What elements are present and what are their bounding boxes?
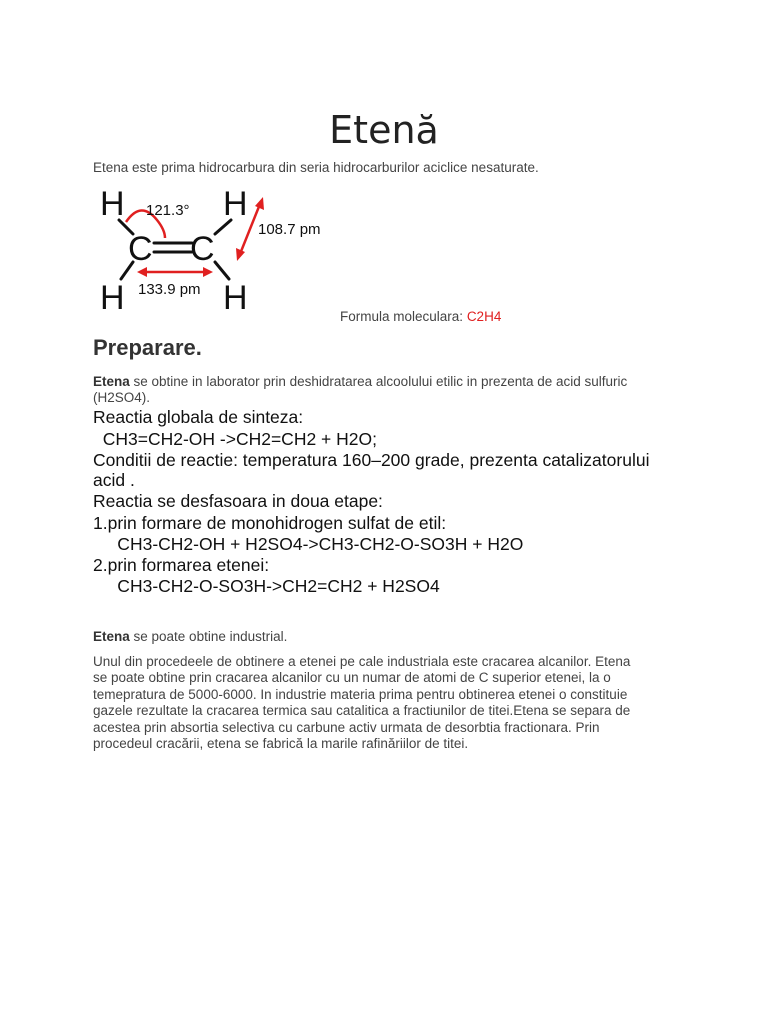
cc-arrowhead-left bbox=[137, 267, 147, 277]
reaction-line: Reactia globala de sinteza: bbox=[93, 407, 304, 427]
paragraph-line: Unul din procedeele de obtinere a etenei pe cale industriala este cracarea alcanilor. Etena bbox=[93, 654, 631, 669]
reaction-line: 2.prin formarea etenei: bbox=[93, 555, 270, 575]
reaction-line: Conditii de reactie: temperatura 160–200 grade, prezenta catalizatorului bbox=[93, 450, 650, 470]
atom-c-left: C bbox=[128, 230, 153, 268]
industrial-lead bbox=[93, 629, 287, 645]
paragraph-line: procedeul cracării, etena se fabrică la marile rafinăriilor de titei. bbox=[93, 736, 469, 752]
formula-label: Formula moleculara: bbox=[340, 309, 464, 324]
paragraph-line: temepratura de 5000-6000. In industrie materia prima pentru obtinerea etenei o constituie bbox=[93, 686, 628, 702]
atom-h-top-right: H bbox=[223, 185, 248, 223]
intro-text: Etena este prima hidrocarbura din seria hidrocarburilor aciclice nesaturate. bbox=[93, 160, 539, 175]
paragraph-line: acestea prin absortia selectiva cu carbune activ urmata de desorbtia fractionara. Prin bbox=[93, 719, 600, 735]
reaction-line: CH3-CH2-OH + H2SO4->CH3-CH2-O-SO3H + H2O bbox=[93, 534, 524, 554]
reaction-line: CH3-CH2-O-SO3H->CH2=CH2 + H2SO4 bbox=[93, 576, 440, 596]
reaction-line: Reactia se desfasoara in doua etape: bbox=[93, 491, 383, 511]
reaction-line: CH3=CH2-OH ->CH2=CH2 + H2O; bbox=[93, 429, 377, 449]
ethene-structure-diagram bbox=[93, 182, 353, 317]
formula-value: C2H4 bbox=[466, 309, 502, 324]
section-heading-preparare: Preparare. bbox=[93, 335, 202, 360]
page-title: Etenă bbox=[329, 108, 439, 152]
angle-label: 121.3° bbox=[146, 202, 190, 219]
paragraph-line: se poate obtine prin cracarea alcanilor cu un numar de atomi de C superior etenei, la o bbox=[93, 670, 611, 686]
atom-h-bottom-right: H bbox=[223, 279, 248, 317]
ch-bond-lower-right bbox=[215, 262, 229, 279]
paragraph-line: gazele rezultate la cracarea termica sau catalitica a fractiunilor de titei.Etena se separa de bbox=[93, 703, 631, 719]
preparation-lead-line2: (H2SO4). bbox=[93, 390, 151, 405]
cc-arrowhead-right bbox=[203, 267, 213, 277]
preparation-lead bbox=[93, 374, 627, 390]
ch-bond-length-label: 108.7 pm bbox=[258, 221, 321, 238]
atom-h-bottom-left: H bbox=[100, 279, 125, 317]
lead-bold-etena: Etena bbox=[93, 374, 130, 389]
reaction-line: 1.prin formare de monohidrogen sulfat de etil: bbox=[93, 513, 447, 533]
lead-bold-etena: Etena bbox=[93, 629, 130, 644]
reaction-line: acid . bbox=[93, 470, 135, 490]
formula-line bbox=[340, 309, 501, 325]
atom-h-top-left: H bbox=[100, 185, 125, 223]
lead-text: se obtine in laborator prin deshidratarea alcoolului etilic in prezenta de acid sulfuric bbox=[129, 374, 628, 389]
atom-c-right: C bbox=[190, 230, 215, 268]
cc-bond-length-label: 133.9 pm bbox=[138, 281, 201, 298]
lead-text: se poate obtine industrial. bbox=[129, 629, 288, 644]
industrial-paragraph bbox=[93, 654, 673, 752]
